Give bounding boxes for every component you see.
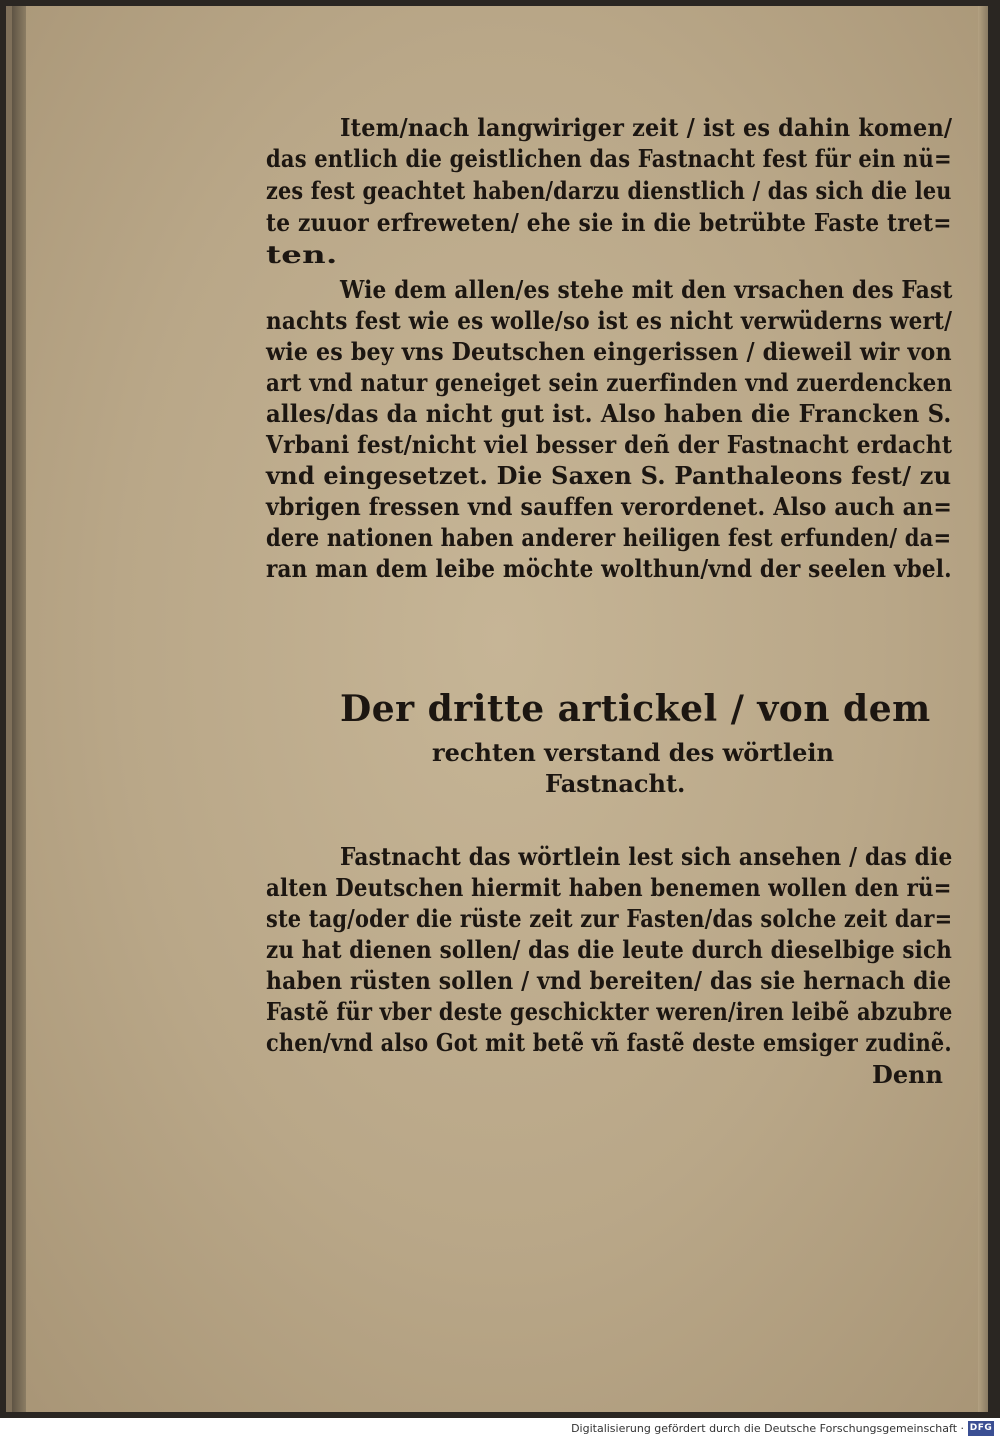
text-line: Fastnacht das wörtlein lest sich ansehen / das die (340, 842, 953, 871)
text-line: ran man dem leibe möchte wolthun/vnd der seelen vbel. (266, 554, 952, 583)
text-line: haben rüsten sollen / vnd bereiten/ das sie hernach die (266, 966, 952, 995)
text-line: vbrigen fressen vnd sauffen verordenet. Also auch an= (266, 492, 952, 521)
text-line: te zuuor erfreweten/ ehe sie in die betrübte Faste tret= (266, 208, 952, 237)
text-line: ste tag/oder die rüste zeit zur Fasten/das solche zeit dar= (266, 904, 953, 933)
text-line: ten. (266, 240, 338, 269)
funding-credit: Digitalisierung gefördert durch die Deutsche Forschungsgemeinschaft · (571, 1422, 964, 1435)
text-line: Fastẽ für vber deste geschickter weren/iren leibẽ abzubre (266, 997, 953, 1026)
article-heading: Der dritte artickel / von dem (340, 688, 931, 730)
text-line: alles/das da nicht gut ist. Also haben die Francken S. (266, 399, 952, 428)
page-edge (978, 6, 988, 1412)
text-line: wie es bey vns Deutschen eingerissen / dieweil wir von (266, 337, 952, 366)
text-line: das entlich die geistlichen das Fastnacht fest für ein nü= (266, 144, 952, 173)
text-line: Item/nach langwiriger zeit / ist es dahin komen/ (340, 113, 953, 142)
page-gutter (12, 6, 26, 1412)
text-line: dere nationen haben anderer heiligen fest erfunden/ da= (266, 523, 952, 552)
text-line: Vrbani fest/nicht viel besser deñ der Fastnacht erdacht (266, 430, 953, 459)
text-line: zu hat dienen sollen/ das die leute durch dieselbige sich (266, 935, 952, 964)
catchword: Denn (872, 1060, 943, 1089)
text-line: alten Deutschen hiermit haben benemen wollen den rü= (266, 873, 952, 902)
text-line: Wie dem allen/es stehe mit den vrsachen des Fast (340, 275, 953, 304)
article-subheading: rechten verstand des wörtlein (432, 738, 834, 767)
footer-bar (0, 1418, 1000, 1441)
article-subheading: Fastnacht. (545, 769, 686, 798)
text-line: nachts fest wie es wolle/so ist es nicht verwüderns wert/ (266, 306, 953, 335)
dfg-logo[interactable]: DFG (968, 1421, 994, 1436)
text-line: zes fest geachtet haben/darzu dienstlich / das sich die leu (266, 176, 952, 205)
text-line: vnd eingesetzet. Die Saxen S. Panthaleons fest/ zu (266, 461, 952, 490)
text-line: chen/vnd also Got mit betẽ vñ fastẽ deste emsiger zudinẽ. (266, 1028, 952, 1057)
text-line: art vnd natur geneiget sein zuerfinden vnd zuerdencken (266, 368, 953, 397)
